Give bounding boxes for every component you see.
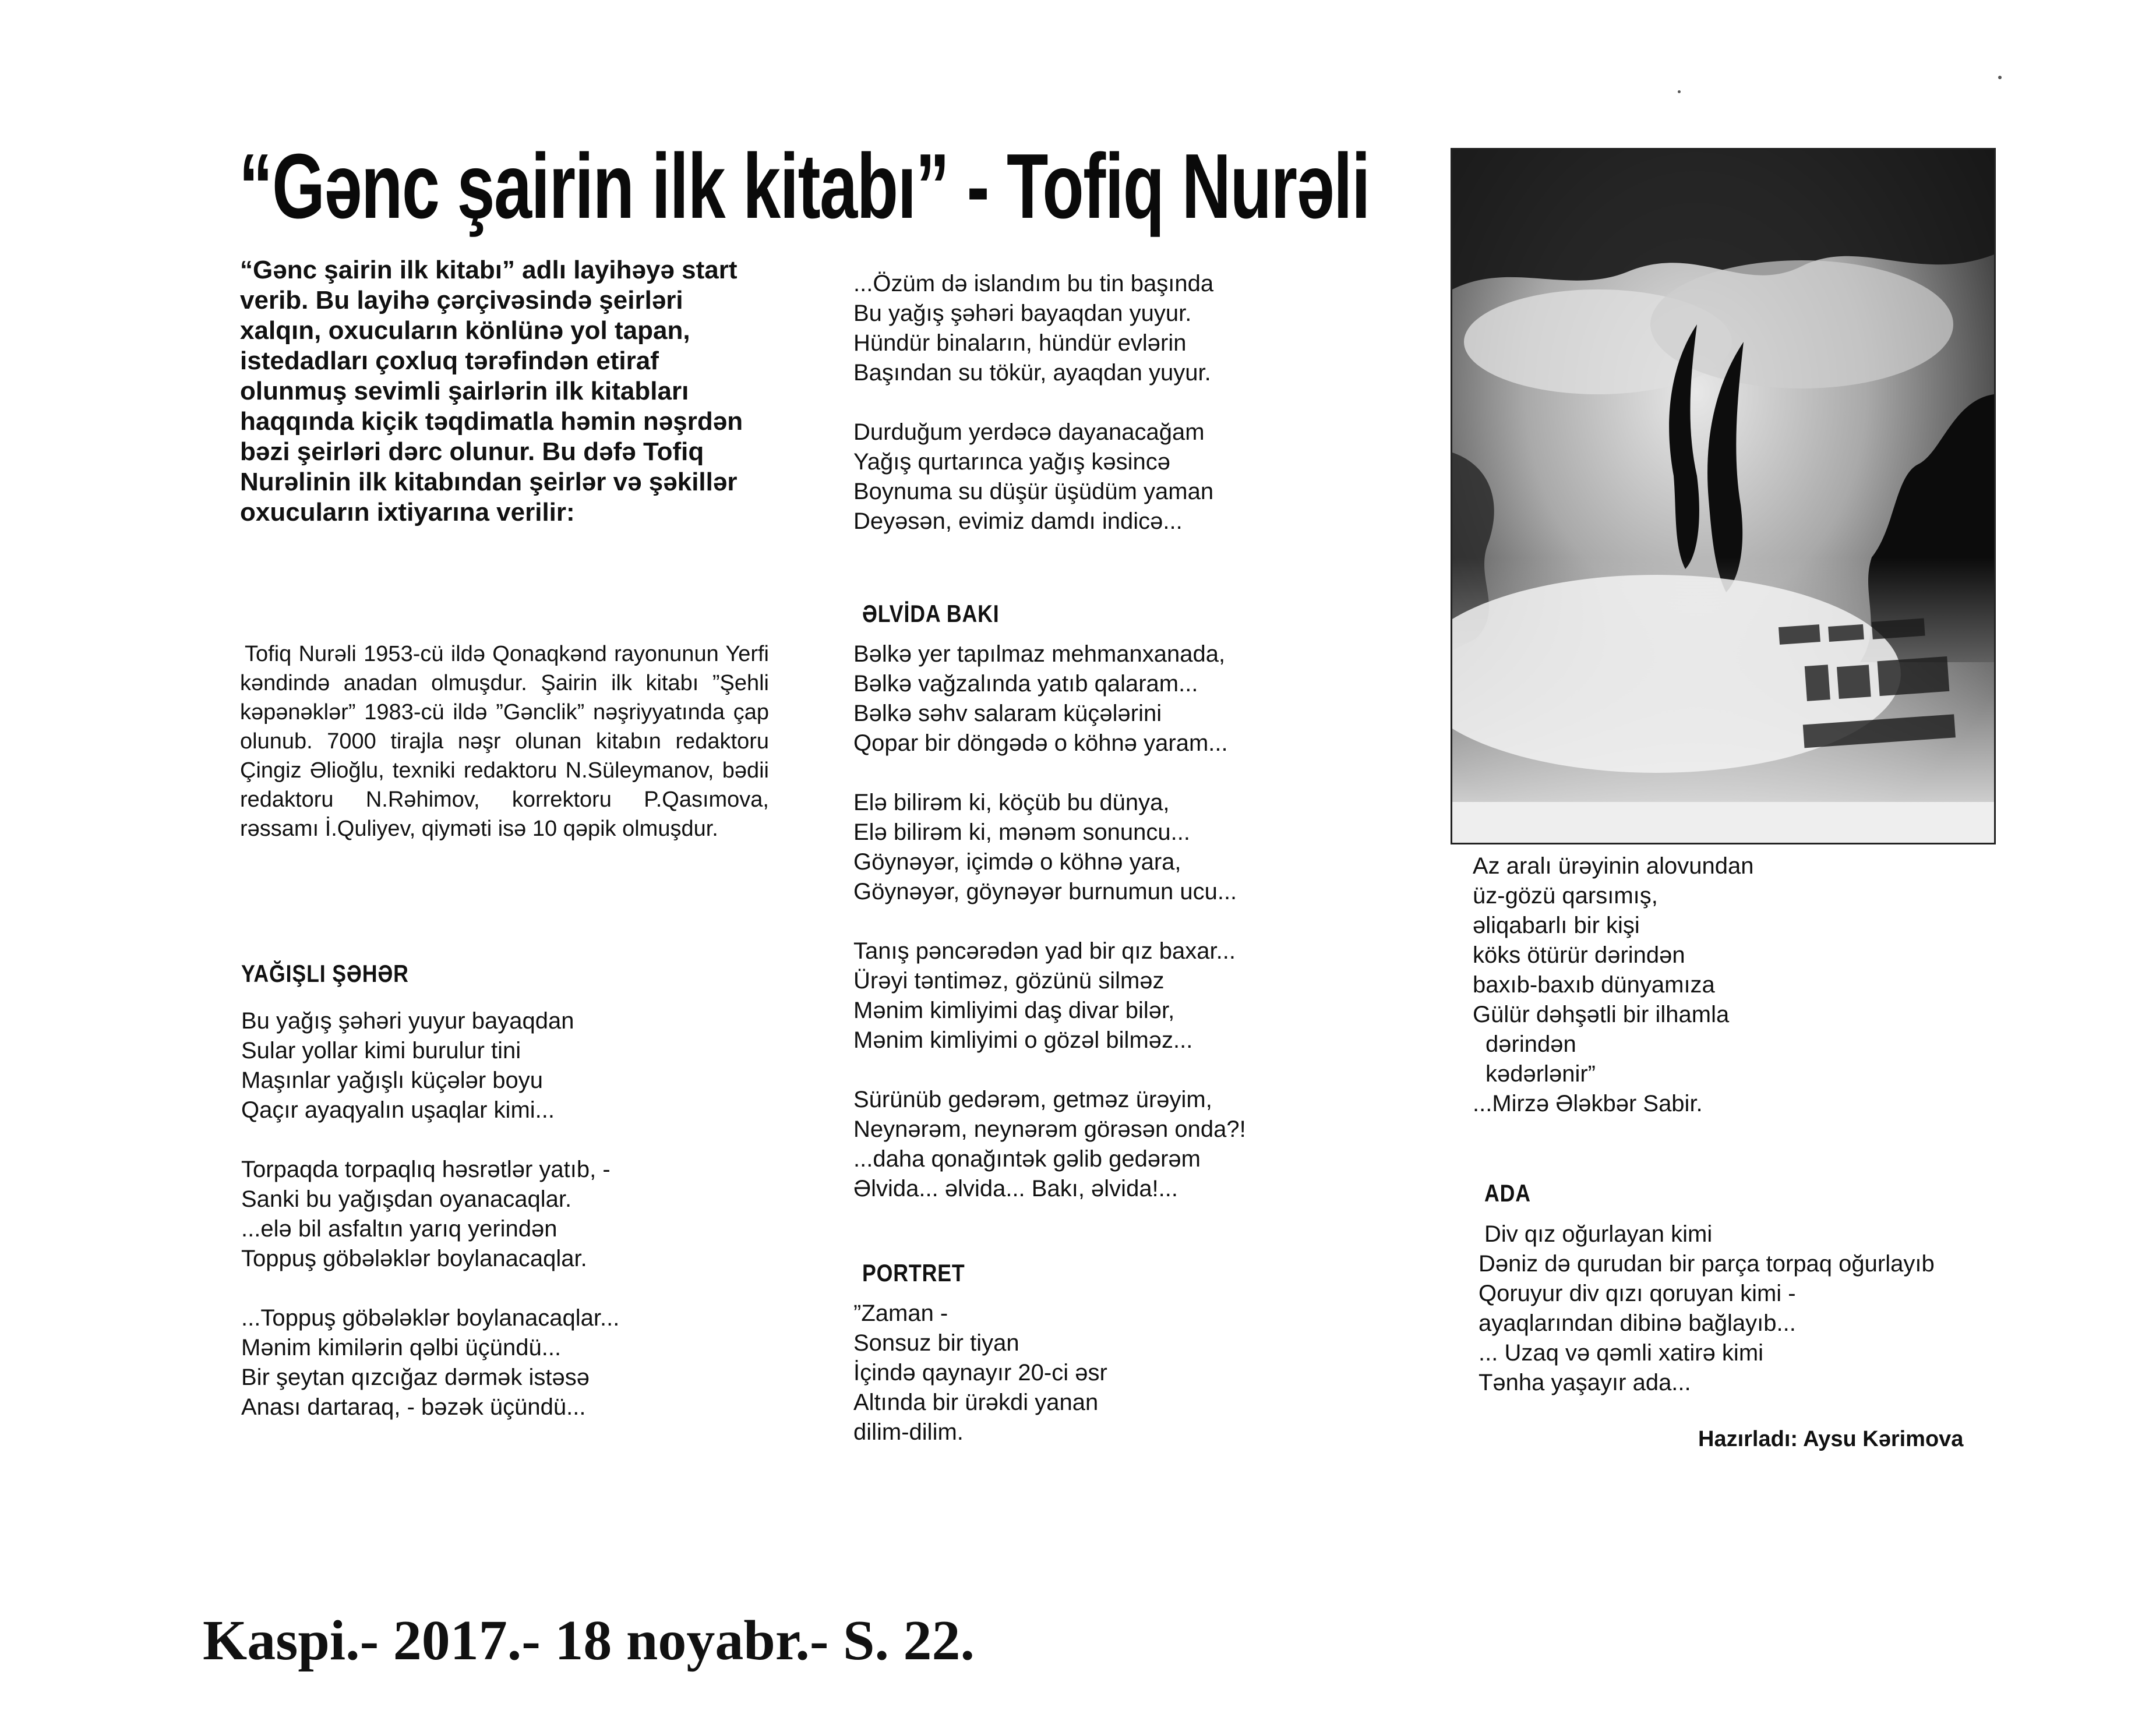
poem-line: Dəniz də qurudan bir parça torpaq oğurlayıb [1478,1251,1935,1277]
poem-line: Boynuma su düşür üşüdüm yaman [853,479,1214,504]
poem-line: Qopar bir döngədə o köhnə yaram... [853,730,1228,756]
poem-line: Anası dartaraq, - bəzək üçündü... [241,1394,586,1420]
poem-heading-elvida: ƏLVİDA BAKI [862,600,1000,627]
poem-continuation [853,269,1331,536]
poem-line: Div qız oğurlayan kimi [1484,1221,1713,1247]
epigraph-line: üz-gözü qarsımış, [1473,883,1658,909]
poem-line: Deyəsən, evimiz damdı indicə... [853,508,1183,534]
poem-line: ...elə bil asfaltın yarıq yerindən [241,1216,557,1242]
poem-line: Göynəyər, göynəyər burnumun ucu... [853,879,1237,904]
bio-text: Tofiq Nurəli 1953-cü ildə Qonaqkənd rayonunun Yerfi kəndində anadan olmuşdur. Şairin ilk kitabı ”Şehli kəpənəklər” 1983-cü ildə ”Gənclik” nəşriyyatında çap olunub. 7000 tirajla nəşr olunan kitabın redaktoru Çingiz Əlioğlu, texniki redaktoru N.Süleymanov, bədii redaktoru N.Rəhimov, korrektoru P.Qasımova, rəssamı İ.Quliyev, qiyməti isə 10 qəpik olmuşdur. [240,642,769,841]
poem-line: Qoruyur div qızı qoruyan kimi - [1478,1281,1796,1306]
poem-elvida-baki [853,639,1331,1204]
poem-line: Qaçır ayaqyalın uşaqlar kimi... [241,1097,555,1123]
stanza [853,936,1331,1055]
poem-line: Torpaqda torpaqlıq həsrətlər yatıb, - [241,1157,611,1182]
book-cover-image [1451,148,1996,844]
poem-line: Başından su tökür, ayaqdan yuyur. [853,360,1211,386]
article-title: “Gənc şairin ilk kitabı” - Tofiq Nurəli [239,135,1370,238]
poem-line: ...daha qonağıntək gəlib gedərəm [853,1146,1201,1172]
poem-line: Durduğum yerdəcə dayanacağam [853,419,1205,445]
poem-line: Sanki bu yağışdan oyanacaqlar. [241,1186,572,1212]
intro-text: “Gənc şairin ilk kitabı” adlı layihəyə start verib. Bu layihə çərçivəsində şeirləri xalqın, oxucuların könlünə yol tapan, istedadları çoxluq tərəfindən etiraf olunmuş sevimli şairlərin ilk kitabları haqqında kiçik təqdimatla həmin nəşrdən bəzi şeirləri dərc olunur. Bu dəfə Tofiq Nurəlinin ilk kitabından şeirlər və şəkillər oxucuların ixtiyarına verilir: [240,256,743,526]
epigraph-line: əliqabarlı bir kişi [1473,913,1640,938]
poem-line: Maşınlar yağışlı küçələr boyu [241,1068,544,1093]
author-bio [240,639,769,843]
prepared-by-credit: Hazırladı: Aysu Kərimova [1698,1427,1964,1451]
poem-yagisli-seher [241,1006,765,1422]
poem-line: Ürəyi təntiməz, gözünü silməz [853,968,1165,994]
poem-line: ...Toppuş göbələklər boylanacaqlar... [241,1305,620,1331]
poem-line: Bəlkə vağzalında yatıb qalaram... [853,671,1198,697]
poem-line: Toppuş göbələklər boylanacaqlar. [241,1246,587,1271]
epigraph-line: Gülür dəhşətli bir ilhamla [1473,1002,1730,1027]
poem-line: Əlvida... əlvida... Bakı, əlvida!... [853,1176,1178,1201]
poem-line: ... Uzaq və qəmli xatirə kimi [1478,1340,1764,1366]
poem-portret [853,1299,1331,1447]
stanza [241,1303,765,1422]
poem-heading-yagisli: YAĞIŞLI ŞƏHƏR [241,960,409,987]
poem-line: Mənim kimliyimi daş divar bilər, [853,998,1175,1023]
epigraph [1473,851,1985,1119]
poem-line: dilim-dilim. [853,1419,964,1445]
poem-line: Bəlkə səhv salaram küçələrini [853,701,1162,726]
poem-line: Göynəyər, içimdə o köhnə yara, [853,849,1181,875]
poem-line: Bir şeytan qızcığaz dərmək istəsə [241,1365,590,1390]
poem-line: ayaqlarından dibinə bağlayıb... [1478,1310,1796,1336]
stanza [853,639,1331,758]
poem-line: Sonsuz bir tiyan [853,1330,1019,1356]
poem-line: Elə bilirəm ki, köçüb bu dünya, [853,790,1170,815]
epigraph-line: kədərlənir” [1485,1061,1596,1087]
scan-speck [1678,90,1681,93]
poem-line: Sürünüb gedərəm, getməz ürəyim, [853,1087,1212,1112]
scan-speck [1998,76,2002,79]
poem-line: İçində qaynayır 20-ci əsr [853,1360,1107,1386]
source-citation: Kaspi.- 2017.- 18 noyabr.- S. 22. [203,1609,975,1672]
poem-line: Yağış qurtarınca yağış kəsincə [853,449,1170,475]
stanza [853,1299,1331,1447]
stanza [853,418,1331,536]
article-intro [240,255,764,528]
stanza [853,269,1331,388]
epigraph-attribution: ...Mirzə Ələkbər Sabir. [1473,1091,1703,1116]
poem-line: ...Özüm də islandım bu tin başında [853,271,1214,296]
poem-line: Tanış pəncərədən yad bir qız baxar... [853,938,1236,964]
stanza [241,1006,765,1125]
stanza [241,1155,765,1274]
epigraph-line: dərindən [1485,1031,1576,1057]
poem-line: Tənha yaşayır ada... [1478,1370,1691,1395]
stanza [853,1085,1331,1204]
poem-line: ”Zaman - [853,1300,948,1326]
poem-line: Hündür binaların, hündür evlərin [853,330,1187,356]
poem-line: Sular yollar kimi burulur tini [241,1038,521,1063]
poem-line: Neynərəm, neynərəm görəsən onda?! [853,1116,1246,1142]
poem-line: Elə bilirəm ki, mənəm sonuncu... [853,819,1191,845]
epigraph-line: köks ötürür dərindən [1473,942,1685,968]
poem-line: Bu yağış şəhəri yuyur bayaqdan [241,1008,574,1034]
poem-heading-ada: ADA [1484,1179,1531,1207]
poem-heading-portret: PORTRET [862,1259,965,1287]
poem-line: Mənim kimliyimi o gözəl bilməz... [853,1027,1193,1053]
poem-ada [1478,1220,2061,1398]
epigraph-line: Az aralı ürəyinin alovundan [1473,853,1754,879]
poem-line: Mənim kimilərin qəlbi üçündü... [241,1335,562,1360]
epigraph-line: baxıb-baxıb dünyamıza [1473,972,1715,998]
poem-line: Bəlkə yer tapılmaz mehmanxanada, [853,641,1226,667]
poem-line: Altında bir ürəkdi yanan [853,1390,1099,1415]
poem-line: Bu yağış şəhəri bayaqdan yuyur. [853,301,1192,326]
stanza [853,788,1331,907]
